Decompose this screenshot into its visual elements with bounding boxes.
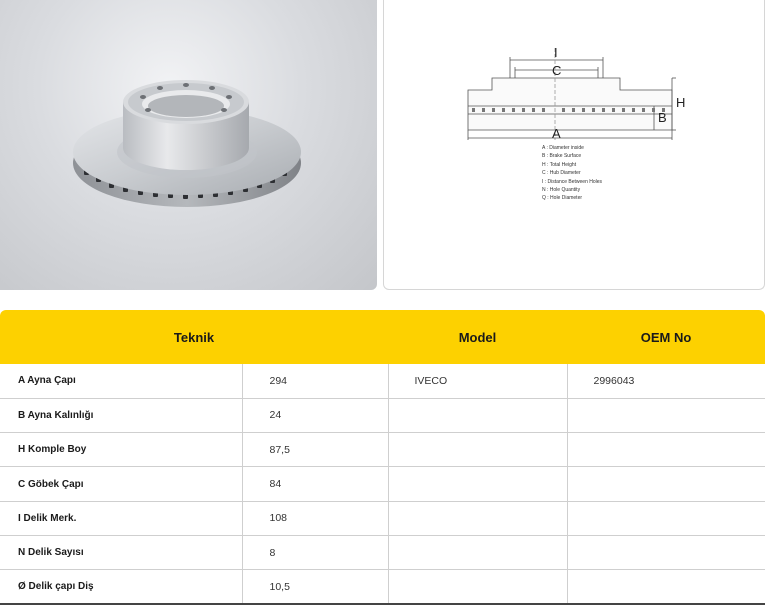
spec-label: I Delik Merk. bbox=[0, 501, 242, 535]
dim-label-a: A bbox=[552, 126, 561, 140]
spec-value: 294 bbox=[242, 364, 388, 398]
oem-cell bbox=[567, 433, 765, 467]
legend-item-h: H : Total Height bbox=[542, 161, 577, 168]
spec-value: 8 bbox=[242, 535, 388, 569]
dim-label-b: B bbox=[658, 110, 667, 125]
model-cell bbox=[388, 433, 567, 467]
model-cell bbox=[388, 570, 567, 604]
legend-item-i: I : Distance Between Holes bbox=[542, 178, 603, 185]
table-row bbox=[0, 398, 765, 432]
model-cell bbox=[388, 501, 567, 535]
technical-diagram bbox=[383, 0, 765, 290]
model-cell bbox=[388, 535, 567, 569]
model-cell bbox=[388, 398, 567, 432]
spec-value: 10,5 bbox=[242, 570, 388, 604]
spec-label: H Komple Boy bbox=[0, 433, 242, 467]
brake-disc-image bbox=[0, 0, 377, 290]
legend-item-a: A : Diameter inside bbox=[542, 145, 584, 151]
spec-value: 87,5 bbox=[242, 433, 388, 467]
spec-label: B Ayna Kalınlığı bbox=[0, 398, 242, 432]
table-row bbox=[0, 467, 765, 501]
oem-cell bbox=[567, 398, 765, 432]
model-cell bbox=[388, 467, 567, 501]
spec-value: 24 bbox=[242, 398, 388, 432]
table-row bbox=[0, 570, 765, 604]
product-photo bbox=[0, 0, 377, 290]
oem-cell[interactable]: 2996043 bbox=[567, 364, 765, 398]
diagram-legend bbox=[542, 144, 602, 203]
spec-value: 108 bbox=[242, 501, 388, 535]
legend-item-b: B : Brake Surface bbox=[542, 153, 582, 160]
dim-label-h: H bbox=[676, 95, 686, 110]
header-model: Model bbox=[388, 310, 567, 364]
spec-label: N Delik Sayısı bbox=[0, 535, 242, 569]
header-oem: OEM No bbox=[567, 310, 765, 364]
legend-item-q: Q : Hole Diameter bbox=[542, 195, 583, 202]
model-cell: IVECO bbox=[388, 364, 567, 398]
table-row bbox=[0, 364, 765, 398]
spec-label: C Göbek Çapı bbox=[0, 467, 242, 501]
table-row bbox=[0, 535, 765, 569]
cross-section-drawing bbox=[384, 0, 765, 140]
spec-table bbox=[0, 310, 765, 605]
table-header-row bbox=[0, 310, 765, 364]
spec-value: 84 bbox=[242, 467, 388, 501]
table-row bbox=[0, 433, 765, 467]
spec-label: A Ayna Çapı bbox=[0, 364, 242, 398]
oem-cell bbox=[567, 501, 765, 535]
spec-label: Ø Delik çapı Diş bbox=[0, 570, 242, 604]
oem-cell bbox=[567, 570, 765, 604]
header-teknik: Teknik bbox=[0, 310, 388, 364]
oem-cell bbox=[567, 467, 765, 501]
table-row bbox=[0, 501, 765, 535]
legend-item-n: N : Hole Quantity bbox=[542, 187, 581, 194]
legend-item-c: C : Hub Diameter bbox=[542, 170, 581, 177]
dim-label-i: I bbox=[554, 45, 558, 60]
oem-cell bbox=[567, 535, 765, 569]
dim-label-c: C bbox=[552, 63, 562, 78]
